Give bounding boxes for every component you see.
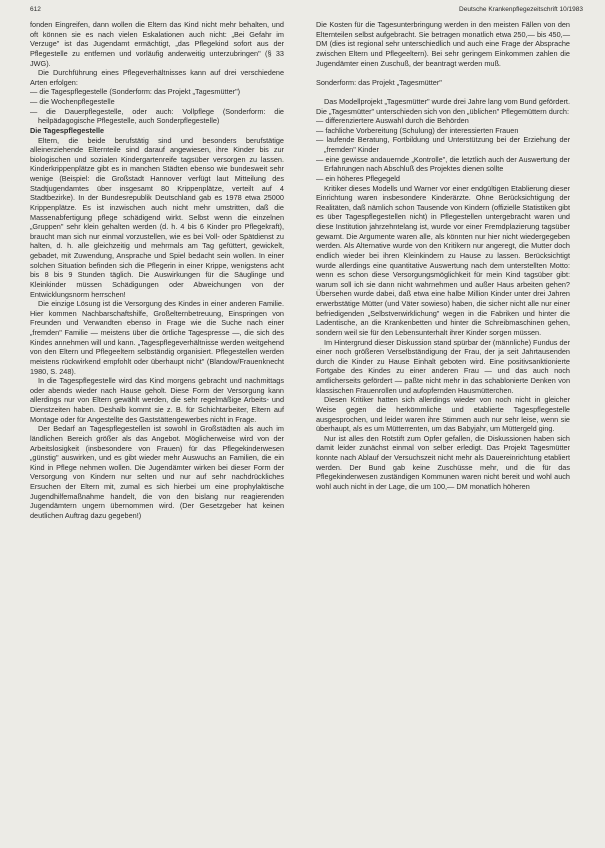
section-heading: Die Tagespflegestelle — [30, 125, 105, 135]
spacer — [316, 68, 570, 78]
paragraph: Das Modellprojekt „Tagesmütter" wurde drei Jahre lang vom Bund gefördert. Die „Tagesmütter" unterschieden sich von den „üblichen" Pflegemüttern durch: — [316, 96, 570, 116]
list-item: — laufende Beratung, Fortbildung und Unterstützung bei der Erziehung der „fremden" Kinder — [316, 135, 570, 155]
page-number: 612 — [30, 6, 41, 13]
paragraph: Der Bedarf an Tagespflegestellen ist sowohl in Großstädten als auch im ländlichen Bereich größer als das Angebot. Möglicherweise wird von der Arbeitslosigkeit (insbesondere von Frauen) für das Pflegekinderwesen „günstig" auswirken, und es gibt wieder mehr Auswuchs an Familien, die ein Kind in Pflege nehmen wollen. Die Jugendämter wirken bei dieser Form der Versorgung von Kindern nur selten und nur auf sehr nachdrückliches Ersuchen der Eltern mit, zumal es sich hierbei um eine prophylaktische Jugendhilfemaßnahme handelt, die von den bislang nur reagierenden Jugendämtern ungern übernommen wird. (Der Gesetzgeber hat keinen deutlichen Auftrag dazu gegeben!) — [30, 424, 284, 520]
list-item: — differenziertere Auswahl durch die Behörden — [316, 116, 469, 126]
list-item: — die Wochenpflegestelle — [30, 97, 115, 106]
paragraph: Die einzige Lösung ist die Versorgung des Kindes in einer anderen Familie. Hier kommen Nachbarschaftshilfe, Großelternbetreuung, Einspringen von Freunden und Verwandten ebenso in Frage wie die Suche nach einer „fremden" Familie — meistens über die örtliche Tagespresse —, die sich des Kindes annehmen will und kann. „Tagespflegeverhältnisse werden weitgehend von den Eltern und Pflegeeltern selbständig organisiert. Pflegestellen werden meistens rückwirkend empfohlt oder überhaupt nicht" (Blandow/Frauenknecht 1980, S. 248). — [30, 299, 284, 376]
paragraph: Im Hintergrund dieser Diskussion stand spürbar der (männliche) Fundus der einer noch größeren Verselbständigung der Frau, der ja seit Jahrtausenden durch die Kinder zu Hause Einhalt geboten wird. Eine positivsanktionierte Fortgabe des Kindes zu einer anderen Frau — und das auch noch amtlicherseits gefördert — paßte nicht mehr in das schablonierte Denken von klassischen Frauenrollen und aufopfernden Hausmütterchen. — [316, 337, 570, 395]
paragraph: Nur ist alles den Rotstift zum Opfer gefallen, die Diskussionen haben sich damit leider zunächst einmal von selber erledigt. Das Projekt Tagesmütter konnte nach Ablauf der Versuchszeit nicht mehr als Dauereinrichtung etabliert werden. Der Bund gab keine Zuschüsse mehr, und die für das Pflegekinderwesen zuständigen Kommunen waren nicht bereit und wohl auch wohl auch nicht in der Lage, die um 100,— DM monatlich höheren — [316, 433, 570, 491]
journal-title: Deutsche Krankenpflegezeitschrift 10/1983 — [459, 6, 583, 13]
paragraph: Eltern, die beide berufstätig sind und besonders berufstätige alleinerziehende Elternteile sind darauf angewiesen, ihre Kinder bis zur biologischen und sozialen Kindergartenreife tagsüber versorgen zu lassen. Kinderkrippenplätze gibt es in manchen Städten ebenso wie bundesweit sehr wenige (Beispiel: die Großstadt Hannover verfügt laut Mitteilung des Stadtjugendamtes über insgesamt 80 Krippenplätze, verteilt auf 4 Stadtbezirke). In der Bundesrepublik Deutschland gab es 1978 etwa 25000 Krippenplätze. Es ist inzwischen auch nicht mehr umstritten, daß die Massenabfertigung pflege schädigend wirkt. Selbst wenn die einzelnen „Gruppen" sehr klein gehalten werden (d. h. 4 bis 6 Kinder pro Pflegekraft), braucht man sich nur einmal vorzustellen, wie es bei Voll- oder Spätdienst zu halten, d. h. alle gleichzeitig und mehrmals am Tag gefüttert, gewickelt, gebadet, mit Zuwendung, Ansprache und Spiel bedacht sein wollen. In einer solchen Situation befinden sich die Pflegerin in einer Krippe, wenigstens acht bis 8 bis 9 Stunden täglich. Die Auswirkungen für die Säuglinge und Kleinkinder müssen Schädigungen oder Abweichungen von der Entwicklungsnorm herrschen! — [30, 135, 284, 299]
list-item: — die Tagespflegestelle (Sonderform: das Projekt „Tagesmütter") — [30, 87, 241, 97]
paragraph: Die Kosten für die Tagesunterbringung werden in den meisten Fällen von den Elternteilen selbst aufgebracht. Sie betragen monatlich etwa 250,— bis 450,— DM (dies ist regional sehr unterschiedlich und auch eine Frage der Absprache zwischen Eltern und Pflegeeltern). Bei sehr geringem Einkommen zahlen die Jugendämter einen Zuschuß, der beantragt werden muß. — [316, 20, 570, 68]
right-column — [316, 20, 570, 492]
paragraph: Die Durchführung eines Pflegeverhältnisses kann auf drei verschiedene Arten erfolgen: — [30, 68, 284, 87]
left-column — [30, 20, 284, 521]
section-heading: Sonderform: das Projekt „Tagesmütter" — [316, 77, 442, 87]
spacer — [316, 87, 570, 97]
paragraph: Diesen Kritiker hatten sich allerdings wieder von noch nicht in gleicher Weise gegen die herkömmliche und etablierte Tagespflegestelle ausgesprochen, und leider waren ihre Stimmen auch nur sehr leise, wenn sie überhaupt, als es um Mütterrenten, um das Babyjahr, um Müttergeld ging. — [316, 395, 570, 434]
paragraph: fonden Eingreifen, dann wollen die Eltern das Kind nicht mehr behalten, und oft können sie es nach vielen Eskalationen auch nicht: „Bei Gefahr im Verzuge" ist das Jugendamt ermächtigt, „das Pflegekind sofort aus der Pflegestelle zu entfernen und vorläufig anderweitig unterzubringen" (§ 33 JWG). — [30, 20, 284, 68]
list-item: — ein höheres Pflegegeld — [316, 173, 400, 183]
list-item: — fachliche Vorbereitung (Schulung) der interessierten Frauen — [316, 125, 519, 135]
paragraph: In die Tagespflegestelle wird das Kind morgens gebracht und nachmittags oder abends wieder nach Hause geholt. Diese Form der Versorgung kann allerdings nur von Eltern gewählt werden, die sehr regelmäßige Arbeits- und Dienstzeiten haben. Deshalb kommt sie z. B. für Schichtarbeiter, Eltern auf Montage oder für Angestellte des Gaststättengewerbes nicht in Frage. — [30, 376, 284, 424]
paragraph: Kritiker dieses Modells und Warner vor einer endgültigen Etablierung dieser Einrichtung waren insbesondere Kinderärzte. Ohne Berücksichtigung der Realitäten, daß nämlich schon Tausende von Kindern (offizielle Statistiken gibt es über Tagespflegestellen nicht) in Pflegestellen untergebracht waren und diese Institution jahrzehntelang ist, wurde vor einer Fremdplazierung tagsüber gewarnt. Die Argumente waren alle, als könnten nur hier nicht wiedergegeben werden. Als Alternative wurde von den Kritikern nur angeregt, die Mutter doch endlich wieder bei ihren Kleinkindern zu Hause zu lassen. Berücksichtigt wurde allerdings eine quantitative Auswertung nach dem unterstellten Motto: wenn es schon diese Versorgungsmöglichkeit für mein Kind tagsüber gibt: warum soll ich sie dann nicht wahrnehmen und außer Haus arbeiten gehen? Übersehen wurde dabei, daß etwa eine halbe Million Kinder unter drei Jahren erwerbstätige Mütter (und Väter sowieso) haben, die sicher nicht alle nur einer befriedigenden „Selbstverwirklichung" wegen in die Fabriken und hinter die Ladentische, an die Krankenbetten und hinter die Schreibmaschinen gehen, sondern weil sie für den Lebensunterhalt ihrer Kinder sorgen müssen. — [316, 183, 570, 337]
list-item: — die Dauerpflegestelle, oder auch: Vollpflege (Sonderform: die heilpädagogische Pflegestelle, auch Sonderpflegestelle) — [30, 106, 284, 126]
list-item: — eine gewisse andauernde „Kontrolle", die letztlich auch der Auswertung der Erfahrungen nach Abschluß des Projektes dienen sollte — [316, 154, 570, 174]
